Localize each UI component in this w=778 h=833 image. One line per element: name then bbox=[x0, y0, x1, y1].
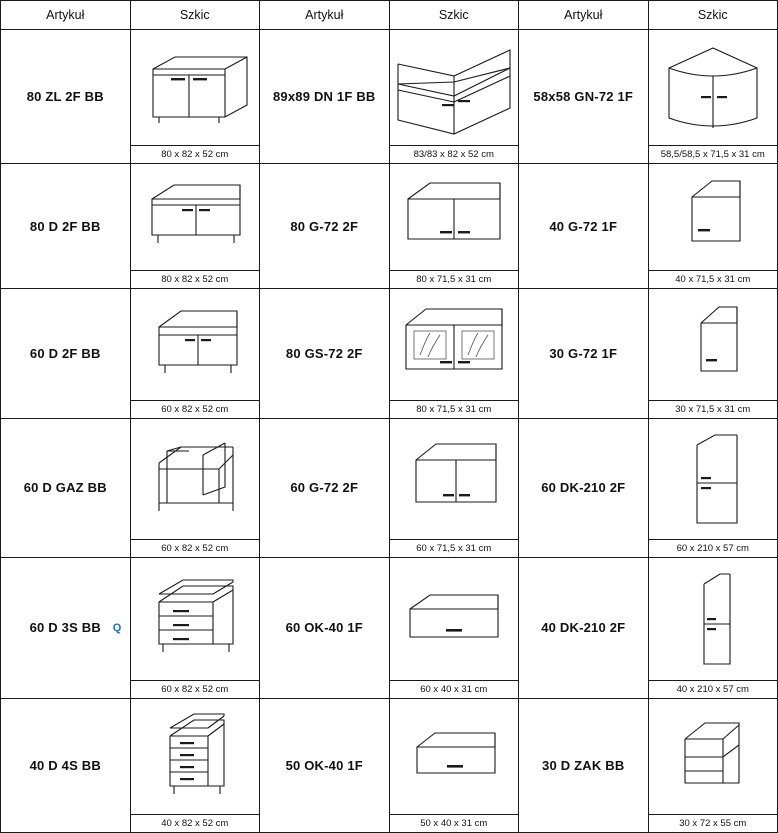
product-sketch-cell bbox=[389, 698, 519, 832]
table-row bbox=[1, 30, 778, 164]
table-row bbox=[1, 164, 778, 289]
product-sketch-cell bbox=[389, 30, 519, 164]
base-cabinet-oven-housing-icon bbox=[131, 419, 260, 539]
base-cabinet-corner-2door-icon bbox=[131, 30, 260, 145]
product-dimensions: 60 x 71,5 x 31 cm bbox=[390, 539, 519, 557]
wall-lift-cabinet-icon bbox=[390, 558, 519, 680]
open-shelf-cabinet-icon bbox=[649, 699, 778, 814]
table-row bbox=[1, 557, 778, 698]
product-code: 60 D 2F BB bbox=[1, 289, 131, 419]
column-header-sketch-2: Szkic bbox=[389, 1, 519, 30]
quality-marker: Q bbox=[112, 621, 122, 634]
product-sketch-cell bbox=[389, 419, 519, 558]
product-dimensions: 40 x 210 x 57 cm bbox=[649, 680, 778, 698]
wall-cabinet-2door-icon bbox=[390, 164, 519, 270]
product-code: 30 D ZAK BB bbox=[519, 698, 649, 832]
base-cabinet-2door-narrow-icon bbox=[131, 289, 260, 400]
product-sketch-cell bbox=[648, 30, 778, 164]
product-dimensions: 60 x 210 x 57 cm bbox=[649, 539, 778, 557]
product-dimensions: 40 x 71,5 x 31 cm bbox=[649, 270, 778, 288]
product-sketch-cell bbox=[130, 164, 260, 289]
product-code: 40 DK-210 2F bbox=[519, 557, 649, 698]
product-sketch-cell bbox=[648, 557, 778, 698]
base-cabinet-4drawer-icon bbox=[131, 699, 260, 814]
column-header-sketch-1: Szkic bbox=[130, 1, 260, 30]
product-code: 80 G-72 2F bbox=[260, 164, 390, 289]
product-code: 58x58 GN-72 1F bbox=[519, 30, 649, 164]
column-header-article-2: Artykuł bbox=[260, 1, 390, 30]
base-cabinet-2door-icon bbox=[131, 164, 260, 270]
wall-lift-cabinet-narrow-icon bbox=[390, 699, 519, 814]
product-sketch-cell bbox=[130, 289, 260, 419]
product-sketch-cell bbox=[389, 289, 519, 419]
product-dimensions: 80 x 82 x 52 cm bbox=[131, 145, 260, 163]
wall-cabinet-glass-2door-icon bbox=[390, 289, 519, 400]
tall-cabinet-2door-narrow-icon bbox=[649, 558, 778, 680]
product-code: 30 G-72 1F bbox=[519, 289, 649, 419]
product-code: 60 D GAZ BB bbox=[1, 419, 131, 558]
product-code: 80 ZL 2F BB bbox=[1, 30, 131, 164]
table-header-row bbox=[1, 1, 778, 30]
product-dimensions: 50 x 40 x 31 cm bbox=[390, 814, 519, 832]
product-sketch-cell bbox=[130, 557, 260, 698]
product-dimensions: 83/83 x 82 x 52 cm bbox=[390, 145, 519, 163]
product-dimensions: 80 x 71,5 x 31 cm bbox=[390, 400, 519, 418]
product-sketch-cell bbox=[130, 30, 260, 164]
column-header-article-1: Artykuł bbox=[1, 1, 131, 30]
wall-cabinet-1door-narrow-icon bbox=[649, 289, 778, 400]
table-row bbox=[1, 698, 778, 832]
product-dimensions: 80 x 71,5 x 31 cm bbox=[390, 270, 519, 288]
product-code-label: 60 D 3S BB bbox=[29, 620, 101, 636]
product-code: 40 D 4S BB bbox=[1, 698, 131, 832]
product-sketch-cell bbox=[389, 557, 519, 698]
product-code: 60 OK-40 1F bbox=[260, 557, 390, 698]
table-row bbox=[1, 289, 778, 419]
table-row bbox=[1, 419, 778, 558]
product-sketch-cell bbox=[648, 419, 778, 558]
column-header-article-3: Artykuł bbox=[519, 1, 649, 30]
product-code: 60 G-72 2F bbox=[260, 419, 390, 558]
product-code: 89x89 DN 1F BB bbox=[260, 30, 390, 164]
product-dimensions: 30 x 71,5 x 31 cm bbox=[649, 400, 778, 418]
product-sketch-cell bbox=[130, 698, 260, 832]
product-sketch-cell bbox=[648, 164, 778, 289]
product-sketch-cell bbox=[130, 419, 260, 558]
product-code: 80 D 2F BB bbox=[1, 164, 131, 289]
wall-cabinet-2door-narrow-icon bbox=[390, 419, 519, 539]
base-corner-cabinet-1door-icon bbox=[390, 30, 519, 145]
product-code bbox=[1, 557, 131, 698]
product-dimensions: 58,5/58,5 x 71,5 x 31 cm bbox=[649, 145, 778, 163]
product-dimensions: 60 x 82 x 52 cm bbox=[131, 539, 260, 557]
wall-cabinet-1door-icon bbox=[649, 164, 778, 270]
tall-cabinet-2door-icon bbox=[649, 419, 778, 539]
product-dimensions: 60 x 82 x 52 cm bbox=[131, 400, 260, 418]
product-dimensions: 60 x 40 x 31 cm bbox=[390, 680, 519, 698]
base-cabinet-3drawer-icon bbox=[131, 558, 260, 680]
product-dimensions: 30 x 72 x 55 cm bbox=[649, 814, 778, 832]
column-header-sketch-3: Szkic bbox=[648, 1, 778, 30]
product-code: 40 G-72 1F bbox=[519, 164, 649, 289]
product-dimensions: 60 x 82 x 52 cm bbox=[131, 680, 260, 698]
product-dimensions: 80 x 82 x 52 cm bbox=[131, 270, 260, 288]
product-code: 80 GS-72 2F bbox=[260, 289, 390, 419]
wall-corner-cabinet-1door-icon bbox=[649, 30, 778, 145]
product-sketch-cell bbox=[389, 164, 519, 289]
product-code: 60 DK-210 2F bbox=[519, 419, 649, 558]
product-sketch-cell bbox=[648, 289, 778, 419]
product-sketch-cell bbox=[648, 698, 778, 832]
product-code: 50 OK-40 1F bbox=[260, 698, 390, 832]
product-dimensions: 40 x 82 x 52 cm bbox=[131, 814, 260, 832]
